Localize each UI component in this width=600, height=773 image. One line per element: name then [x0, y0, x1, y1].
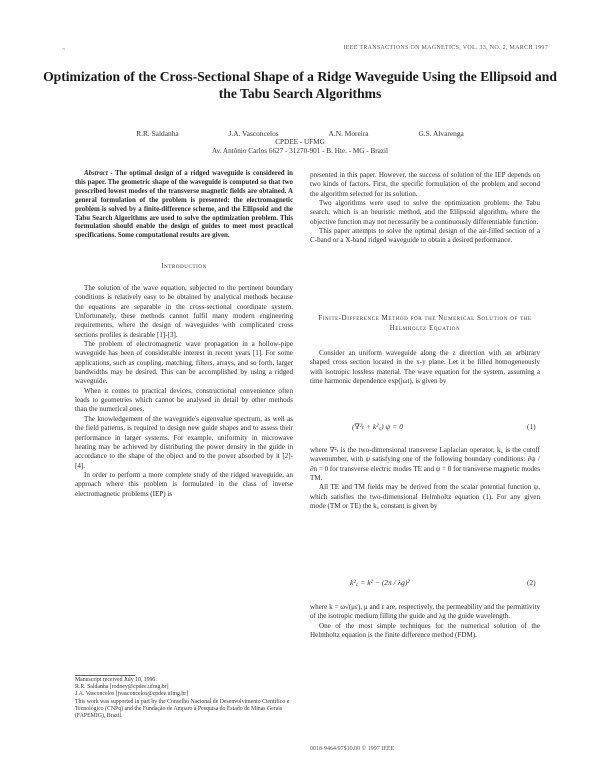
paragraph: When it comes to practical devices, constructional convenience often leads to geometries which cannot be analysed in detail by other methods than the numerical ones.	[75, 386, 293, 414]
author-list	[40, 129, 560, 138]
equation-2-number: (2)	[527, 578, 536, 587]
footnote: Manuscript received July 10, 1996.	[75, 677, 157, 683]
right-column-intro-cont	[310, 171, 540, 246]
footnotes	[75, 677, 293, 720]
fdm-body-3	[310, 603, 540, 640]
section-heading-introduction: Introduction	[161, 263, 207, 270]
page-number: ~	[62, 47, 66, 53]
paragraph: Consider an uniform waveguide along the z direction with an arbitrary shaped cross section located in the x-y plane. Let it be filled homogeneously with isotropic lossless material. The wave equation for the system, assuming a time harmonic dependence exp(jωt), is given by	[310, 349, 540, 386]
paper-title: Optimization of the Cross-Sectional Shape of a Ridge Waveguide Using the Ellipsoid and the Tabu Search Algorithms	[43, 69, 557, 101]
paragraph: One of the most simple techniques for the numerical solution of the Helmholtz equation is the finite difference method (FDM).	[310, 621, 540, 640]
author: R.R. Saldanha	[136, 129, 179, 138]
introduction-body	[75, 284, 293, 499]
paragraph: presented in this paper. However, the success of solution of the IEP depends on two kinds of factors. First, the specific formulation of the problem and second the algorithm selected for its solution.	[310, 171, 540, 198]
fdm-body-1	[310, 349, 540, 386]
abstract-label: Abstract	[84, 170, 108, 177]
footnote: J.A. Vasconcelos [jvasconcelos@cpdee.ufmg.br]	[75, 691, 189, 698]
paragraph: This paper attempts to solve the optimal design of the air-filled section of a C-band or a X-band ridged waveguide to obtain a desired performance.	[310, 227, 540, 245]
paragraph: Two algorithms were used to solve the optimization problem: the Tabu search, which is an heuristic method, and the Ellipsoid algorithm, where the objective function may not necessarily be a continuously differentiable function.	[310, 199, 540, 226]
affiliation-dept: CPDEE - UFMG	[275, 138, 325, 146]
paragraph: The solution of the wave equation, subjected to the pertinent boundary conditions is relatively easy to be obtained by analytical methods because the equations are separable in the cross-sectional coordinate system. Unfortunately, these methods cannot fulfil many modern engineering requirements, where the design of waveguides with complicated cross sections profiles is desirable [1]-[3].	[75, 284, 293, 339]
footnote-rule	[75, 675, 135, 676]
affiliation-address: Av. Antônio Carlos 6627 - 31270-901 - B. Hte. - MG - Brazil	[211, 147, 389, 155]
equation-1-number: (1)	[527, 422, 536, 431]
equation-2: k²꜀ = k² − (2π / λg)²	[350, 578, 410, 587]
paragraph: The knowledgement of the waveguide's eigenvalue spectrum, as well as the field patterns, is required to design new guide shapes and to assess their performance in larger systems. For example, uniformity in microwave heating may be achieved by distributing the power density in the guide in accordance to the shape of the object and to the power absorbed by it [2]-[4].	[75, 414, 293, 470]
paragraph: In order to perform a more complete study of the ridged waveguide, an approach where this problem is formulated in the class of inverse electromagnetic problems (IEP) is	[75, 470, 293, 498]
affiliation	[40, 138, 560, 156]
footnote: R.R. Saldanha [rodney@cpdee.ufmg.br]	[75, 684, 169, 691]
author: A.N. Moreira	[328, 129, 369, 138]
equation-1: (∇²ₜ + k²꜀) ψ = 0	[352, 422, 404, 431]
copyright-code: 0018-9464/97$10.00 © 1997 IEEE	[310, 746, 395, 752]
section-heading-fdm: Finite-Difference Method for the Numerical Solution of the Helmholtz Equation	[318, 315, 532, 332]
abstract-text: - The optimal design of a ridged waveguide is considered in this paper. The geometric shape of the waveguide is computed so that two prescribed lowest modes of the transverse magnetic fields are obtained. A general formulation of the problem is presented: the electromagnetic problem is solved by a finite-difference scheme, and the Ellipsoid and the Tabu Search Algorithms are used to solve the optimization problem. This formulation should enable the design of guides to meet most practical specifications. Some computational results are given.	[75, 170, 293, 240]
abstract	[75, 170, 293, 241]
paragraph: The problem of electromagnetic wave propagation in a hollow-pipe waveguide has been of considerable interest in recent years [1]. For some applications, such as coupling, matching, filters, arrays, and so forth, larger bandwidths may be desired. This can be accomplished by using a ridged waveguide.	[75, 340, 293, 386]
author: J.A. Vasconcelos	[228, 129, 279, 138]
paragraph: where k = ω√(με), μ and ε are, respectively, the permeability and the permittivity of the isotropic medium filling the guide and λg the guide wavelength.	[310, 603, 540, 621]
footnote: This work was supported in part by the Conselho Nacional de Desenvolvimento Científico e Tecnológico (CNPq) and the Fundação de Amparo à Pesquisa do Estado de Minas Gerais (FAPEMIG), Brazil.	[75, 698, 290, 720]
paragraph: All TE and TM fields may be derived from the scalar potential function ψ, which satisfies the two-dimensional Helmholtz equation (1). For any given mode (TM or TE) the k꜀ constant is given by	[310, 483, 540, 511]
fdm-body-2	[310, 446, 540, 511]
author: G.S. Alvarenga	[418, 129, 464, 138]
journal-header: IEEE TRANSACTIONS ON MAGNETICS, VOL. 33, NO. 2, MARCH 1997	[343, 45, 548, 51]
paragraph: where ∇²ₜ is the two-dimensional transverse Laplacian operator, k꜀ is the cutoff wavenumber, with ψ satisfying one of the following boundary conditions: ∂ψ / ∂n = 0 for transverse electric modes TE and ψ = 0 for transverse magnetic modes TM.	[310, 446, 540, 483]
